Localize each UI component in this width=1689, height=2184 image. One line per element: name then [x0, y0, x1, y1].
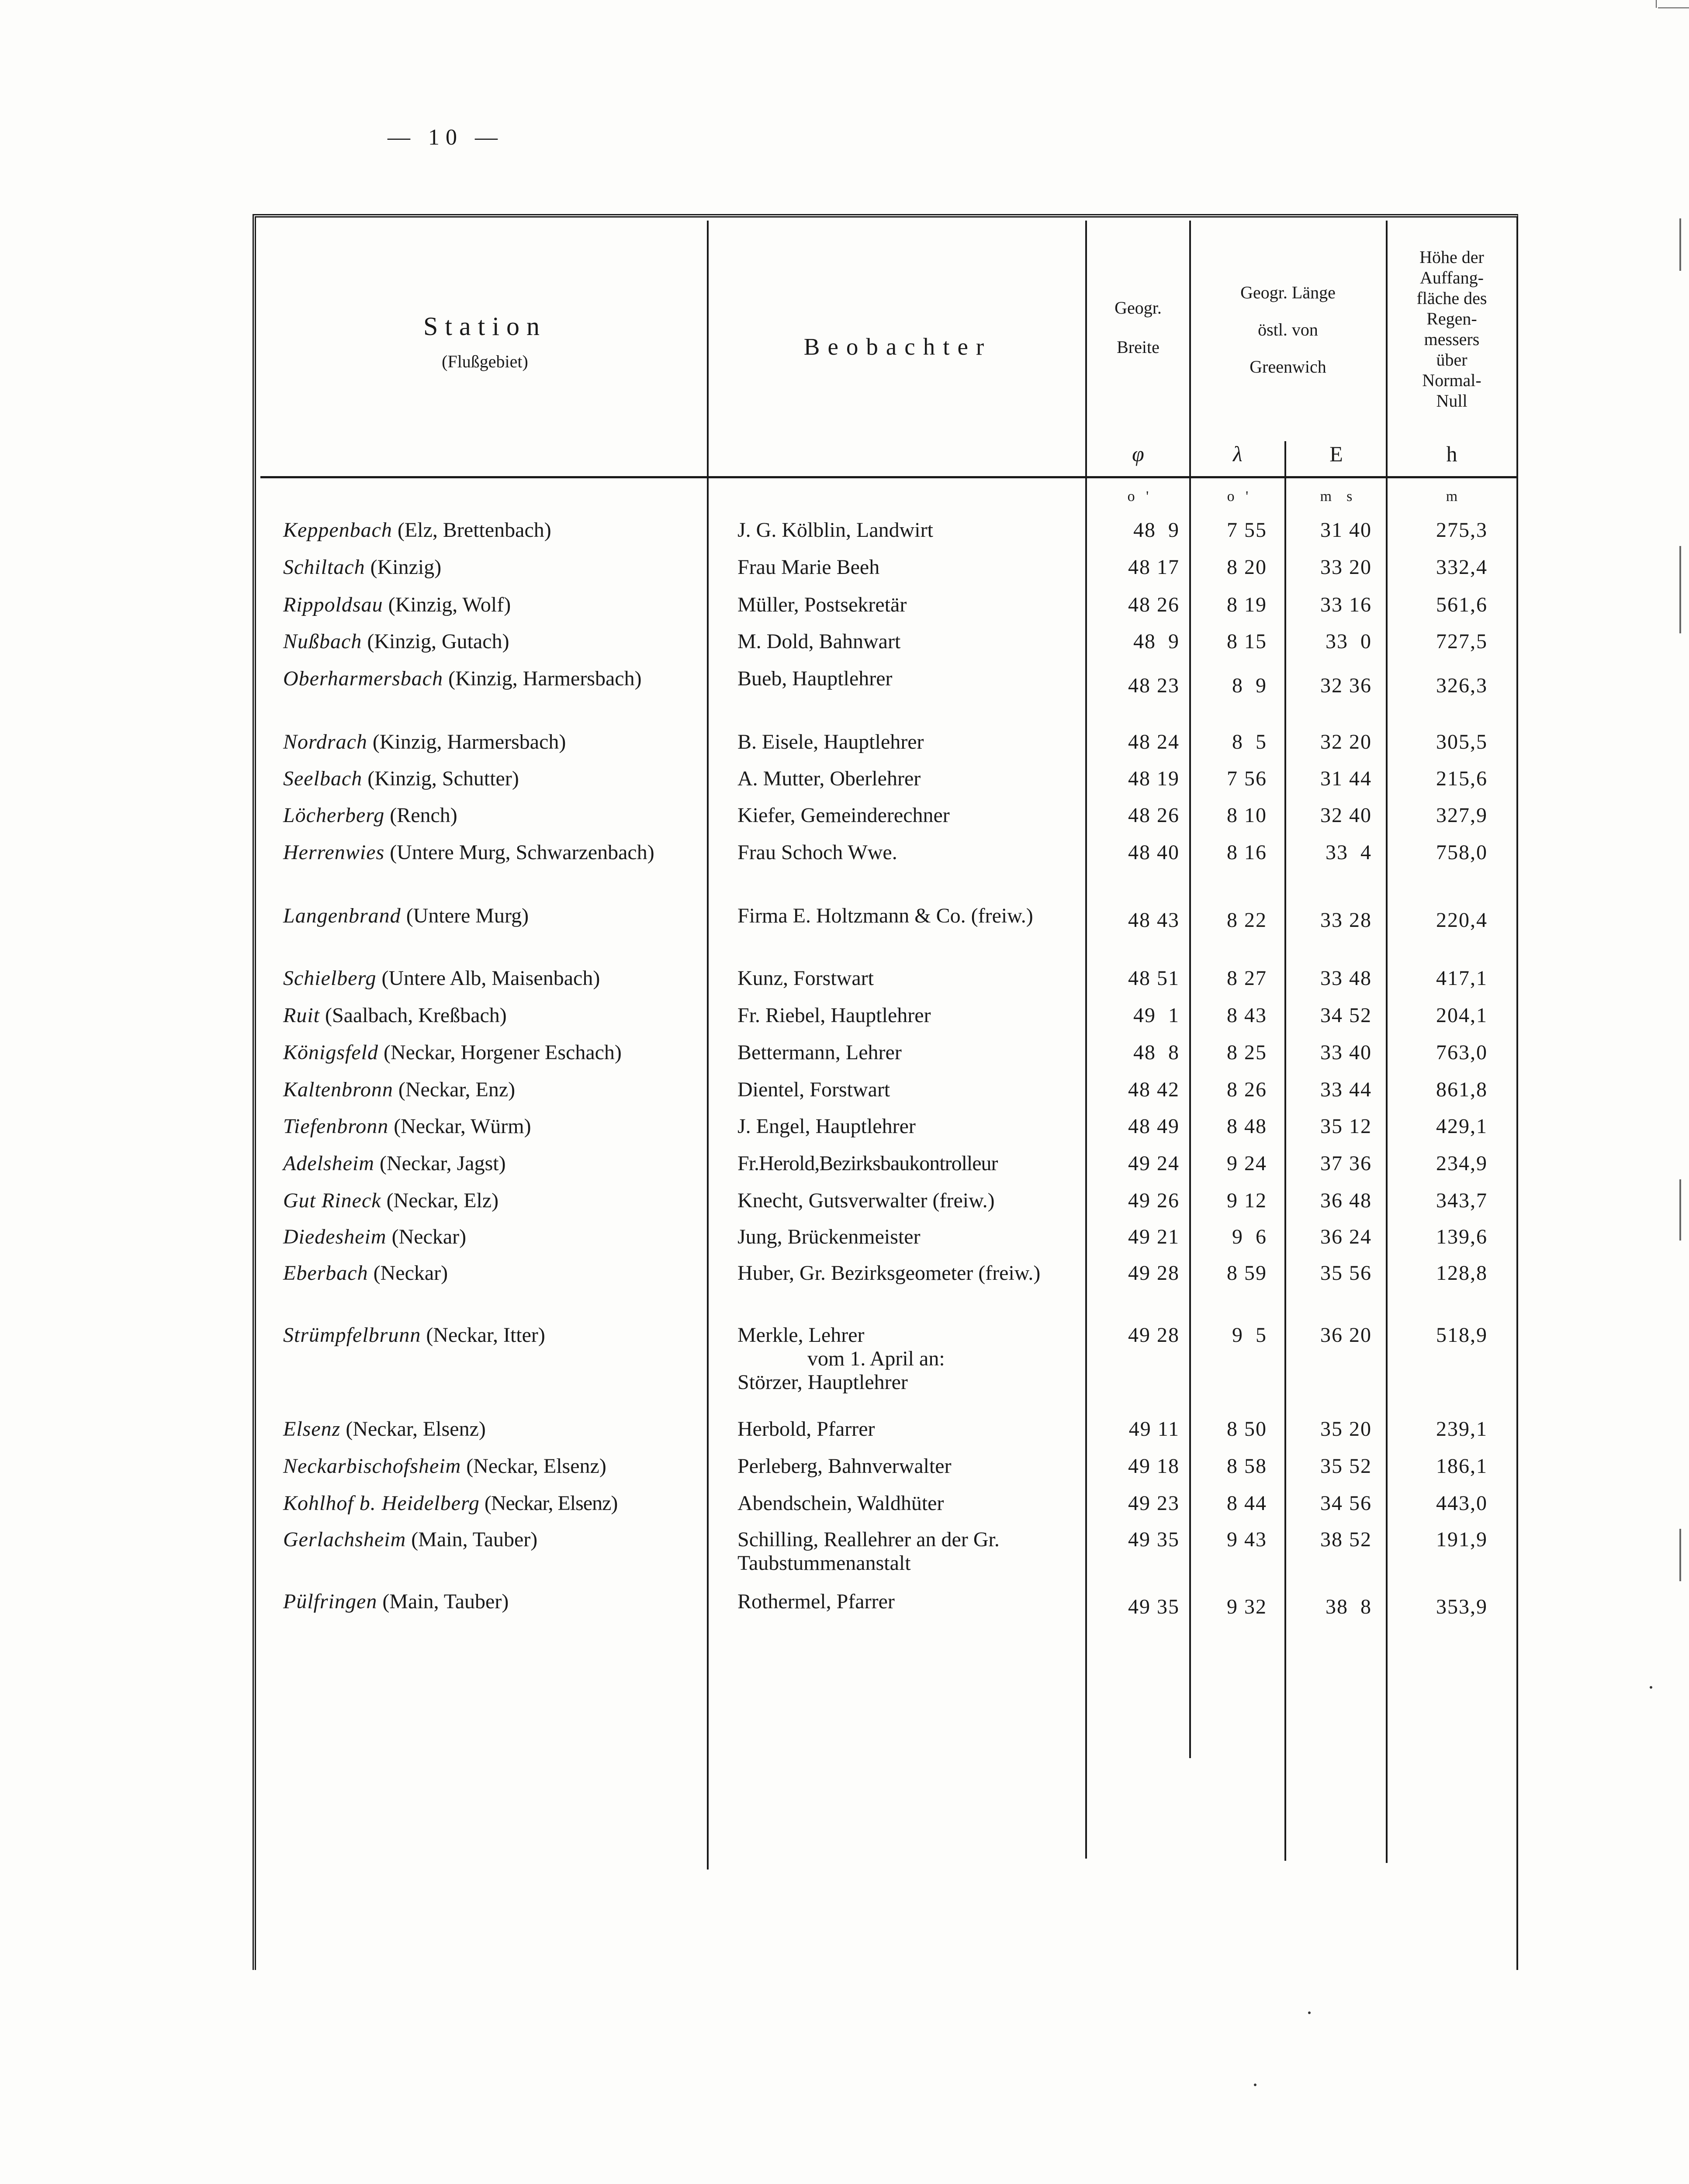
header-rule [260, 476, 1518, 478]
station-header: Station (Flußgebiet) [423, 312, 547, 371]
time-unit: m s [1320, 488, 1353, 505]
observer-header: Beobachter [803, 333, 992, 360]
page-number: — 10 — [388, 125, 504, 150]
scan-edge [1658, 7, 1689, 8]
time-symbol: E [1329, 442, 1343, 466]
scan-smudge [1679, 218, 1681, 271]
column-divider [1386, 221, 1388, 1863]
scan-edge [1656, 0, 1657, 8]
height-symbol: h [1446, 442, 1457, 466]
scan-smudge [1679, 546, 1681, 633]
lat-unit: o ' [1127, 488, 1149, 505]
scan-speck [1254, 2084, 1256, 2086]
phi-symbol: φ [1132, 442, 1144, 466]
lambda-symbol: λ [1233, 442, 1243, 466]
column-divider [1284, 441, 1286, 1861]
alt-unit: m [1446, 488, 1458, 505]
lon-unit: o ' [1227, 488, 1249, 505]
scan-speck [1308, 2011, 1311, 2014]
scan-smudge [1679, 1179, 1681, 1241]
scan-smudge [1679, 1529, 1681, 1581]
longitude-header: Geogr. Länge östl. von Greenwich [1240, 283, 1336, 377]
latitude-header: Geogr. Breite [1114, 298, 1162, 357]
altitude-header: Höhe der Auffang- fläche des Regen- messers über Normal- Null [1416, 247, 1487, 411]
scan-speck [1650, 1686, 1652, 1689]
column-divider [707, 221, 709, 1870]
